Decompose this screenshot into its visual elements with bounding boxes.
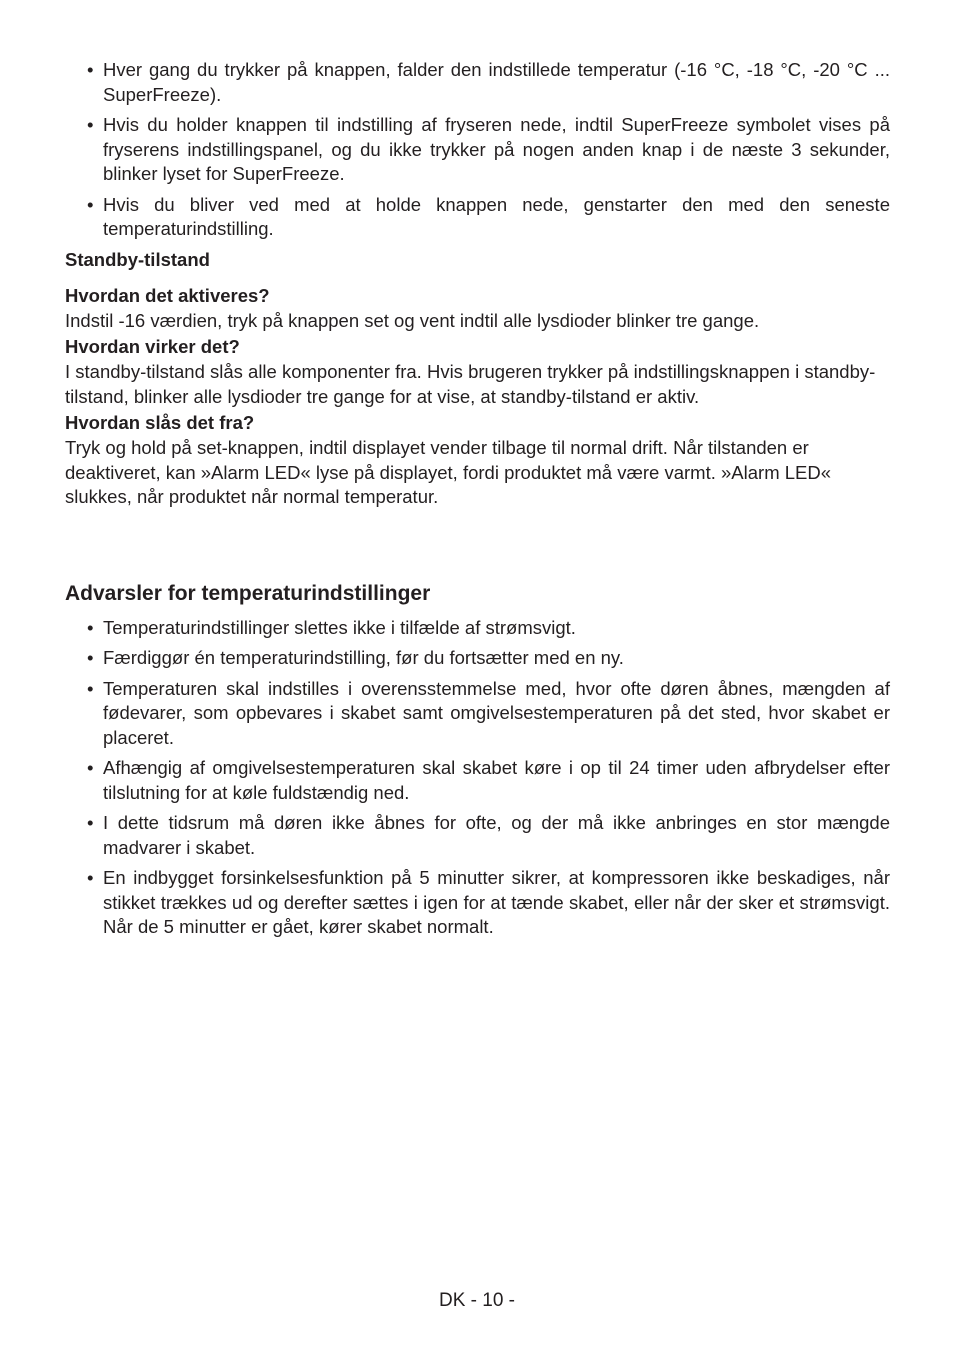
- list-item: • Hvis du holder knappen til indstilling af fryseren nede, indtil SuperFreeze symbolet vises på fryserens indstillingspanel, og du ikke trykker på nogen anden knap i de næste 3 sekunder, blinker lyset for SuperFreeze.: [87, 113, 890, 187]
- answer-deactivate: Tryk og hold på set-knappen, indtil displayet vender tilbage til normal drift. Når tilstanden er deaktiveret, kan »Alarm LED« lyse på displayet, fordi produktet må være varmt. »Alarm LED« slukkes, når produktet når normal temperatur.: [65, 437, 832, 507]
- list-item: • Hver gang du trykker på knappen, falder den indstillede temperatur (-16 °C, -18 °C, -20 °C ... SuperFreeze).: [87, 58, 890, 107]
- list-item: • Hvis du bliver ved med at holde knappen nede, genstarter den med den seneste temperaturindstilling.: [87, 193, 890, 242]
- list-item: • Temperaturen skal indstilles i overensstemmelse med, hvor ofte døren åbnes, mængden af fødevarer, som opbevares i skabet samt omgivelsestemperaturen på det sted, hvor skabet er placeret.: [87, 677, 890, 751]
- list-item: • Afhængig af omgivelsestemperaturen skal skabet køre i op til 24 timer uden afbrydelser efter tilslutning for at køle fuldstændig ned.: [87, 756, 890, 805]
- list-item: • Færdiggør én temperaturindstilling, før du fortsætter med en ny.: [87, 646, 890, 671]
- list-item: • En indbygget forsinkelsesfunktion på 5 minutter sikrer, at kompressoren ikke beskadiges, når stikket trækkes ud og derefter sættes i igen for at tænde skabet, eller når der sker et strømsvigt. Når de 5 minutter er gået, kører skabet normalt.: [87, 866, 890, 940]
- question-how-works: Hvordan virker det?: [65, 336, 240, 357]
- question-deactivate: Hvordan slås det fra?: [65, 412, 255, 433]
- freezer-button-bullets: [65, 58, 890, 242]
- warnings-heading: Advarsler for temperaturindstillinger: [65, 581, 431, 605]
- list-item: • Temperaturindstillinger slettes ikke i tilfælde af strømsvigt.: [87, 616, 890, 641]
- document-page: [65, 58, 890, 946]
- warnings-list: [65, 616, 890, 940]
- list-item: • I dette tidsrum må døren ikke åbnes for ofte, og der må ikke anbringes en stor mængde madvarer i skabet.: [87, 811, 890, 860]
- standby-title: Standby-tilstand: [65, 248, 210, 270]
- answer-how-works: I standby-tilstand slås alle komponenter fra. Hvis brugeren trykker på indstillingsknappen i standby-tilstand, blinker alle lysdioder tre gange for at vise, at standby-tilstand er aktiv.: [65, 361, 876, 407]
- question-activate: Hvordan det aktiveres?: [65, 284, 270, 306]
- page-number: DK - 10 -: [438, 1290, 516, 1311]
- answer-activate: Indstil -16 værdien, tryk på knappen set og vent indtil alle lysdioder blinker tre gange.: [65, 309, 760, 331]
